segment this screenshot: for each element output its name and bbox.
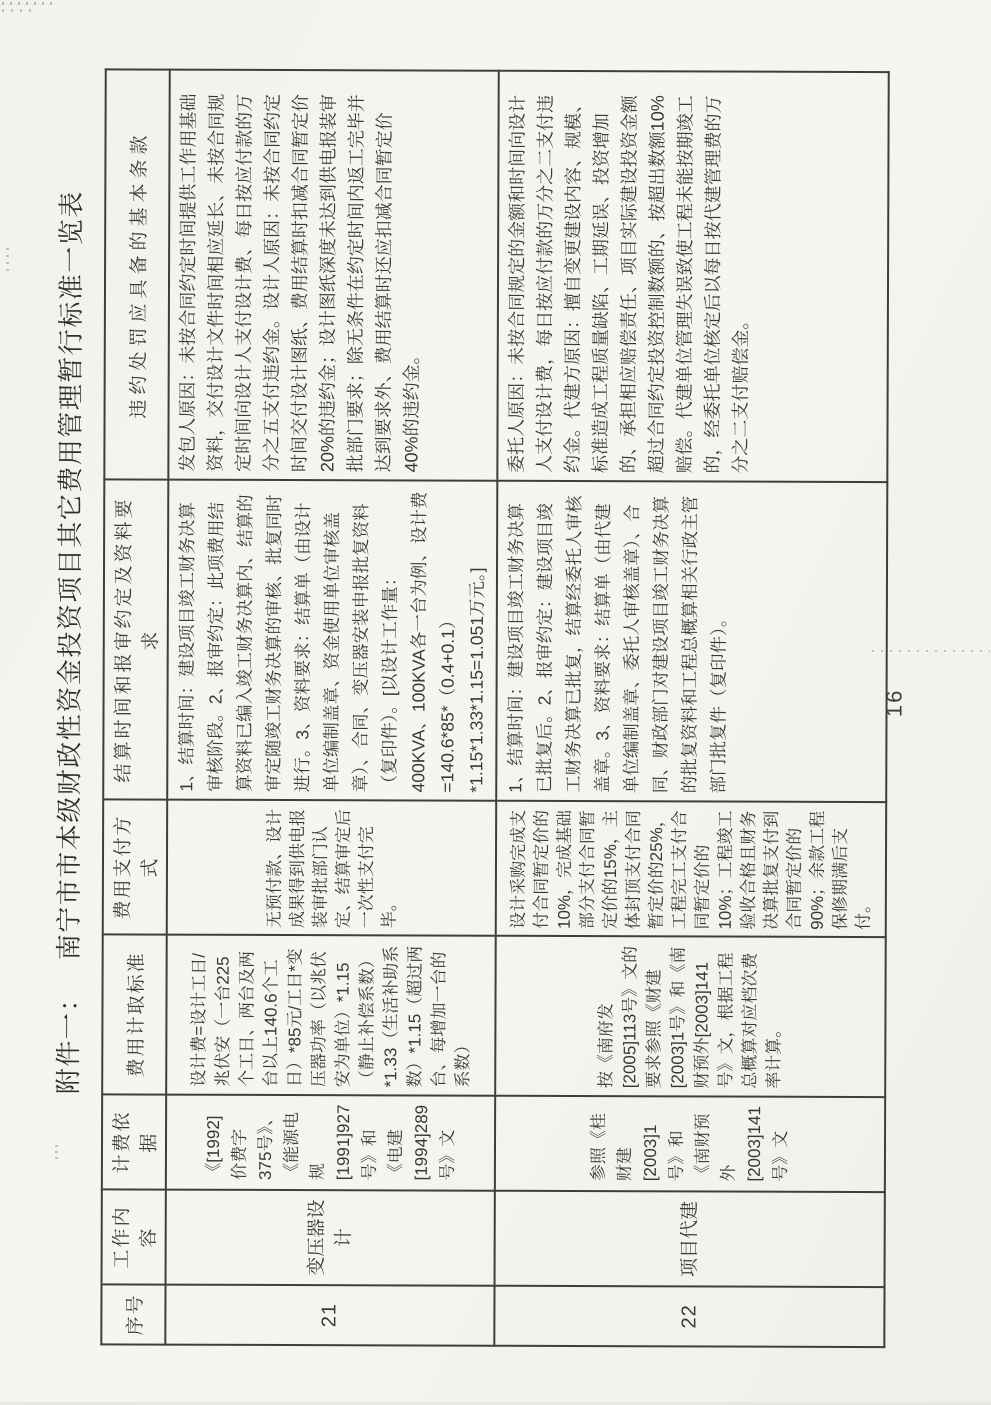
title-text: 南宁市市本级财政性资金投资项目其它费用管理暂行标准一览表: [53, 190, 87, 961]
attachment-label: 附件一：: [53, 984, 84, 1095]
cell-fee-standard: 按《南府发[2005]113号》文的要求参照《财建[2003]1号》和《南财预外[2003]141号》文，根据工程总概算对应档次费率计算。: [495, 936, 886, 1097]
cell-settlement: 1、结算时间：建设项目竣工财务决算审核阶段。2、报审约定：此项费用结算资料已编入竣工财务决算内、结算的审定随竣工财务决算的审核、批复同时进行。3、资料要求：结算单（由设计单位编制盖章、资金使用单位审核盖章）、合同、变压器安装申报批复资料（复印件）。[以设计工作量：400KVA、100KVA各一台为例、设计费=140.6*85*（0.4+0.1）*1.15*1.33*1.15=1.051万元。]: [167, 480, 497, 801]
column-header-work: 工作内容: [102, 1189, 166, 1284]
page-number: 16: [881, 688, 907, 718]
cell-settlement: 1、结算时间：建设项目竣工财务决算已批复后。2、报审约定：建设项目竣工财务决算已批复，结算经委托人审核盖章。3、资料要求：结算单（由代建单位编制盖章、委托人审核盖章）、合同、财政部门对建设项目竣工财务决算的批复资料和工程总概算相关行政主管部门批复件（复印件）。: [496, 481, 887, 802]
page-title: [48, 190, 88, 1094]
column-header-basis: 计费依据: [102, 1094, 166, 1189]
cell-seq: 21: [165, 1285, 494, 1346]
table-row: [165, 70, 498, 1346]
column-header-breach: 违约处罚应具备的基本条款: [104, 69, 169, 479]
cell-payment-method: 设计采购完成支付合同暂定价的10%，完成基础部分支付合同暂定价的15%，主体封顶支付合同暂定价的25%，工程完工支付合同暂定价的10%；工程竣工验收合格且财务决算批复支付到合同暂定价的90%；余款工程保修期满后支付。: [496, 801, 886, 937]
cell-work-content: 变压器设计: [166, 1190, 495, 1286]
cell-breach-terms: 发包人原因：未按合同约定时间提供工作用基础资料，交付设计文件时间相应延长、未按合同规定时间向设计人支付设计费、每日按应付款的万分之五支付违约金。设计人原因：未按合同约定时间交付设计图纸、费用结算时扣减合同暂定价20%的违约金；设计图纸深度未达到供电报装审批部门要求；除无条件在约定时间内返工完毕并达到要求外、费用结算时还应扣减合同暂定价40%的违约金。: [168, 70, 498, 481]
column-header-standard: 费用计取标准: [102, 934, 167, 1094]
header-row: [101, 69, 169, 1344]
cell-work-content: 项目代建: [495, 1191, 885, 1287]
cell-fee-basis: 《[1992]价费字375号》、《能源电规[1991]927号》和《电建[1994]289号》文: [166, 1095, 495, 1191]
column-header-settlement: 结算时间和报审约定及资料要求: [103, 479, 168, 799]
fee-standards-table: [100, 68, 889, 1348]
cell-breach-terms: 委托人原因：未按合同规定的金额和时间向设计人支付设计费，每日按应付款的万分之二支付违约金。代建方原因：擅自变更建设内容、规模、标准造成工程质量缺陷、工期延误、投资增加的、承担相应赔偿责任、项目实际建设投资金额超过合同约定投资控制数额的、按超出数额10%赔偿。代建单位管理失误致使工程未能按期竣工的，经委托单位核定后以每日按代建管理费的万分之二支付赔偿金。: [497, 71, 888, 482]
column-header-seq: 序号: [101, 1284, 165, 1344]
cell-fee-basis: 参照《桂财建[2003]1号》和《南财预外[2003]141号》文: [495, 1096, 885, 1192]
cell-seq: 22: [494, 1286, 884, 1347]
table-row: [494, 71, 888, 1347]
cell-fee-standard: 设计费=设计工日/兆伏安（一台225个工日、两台及两台以上140.6个工日）*85元/工日*变压器功率（以兆伏安为单位）*1.15（静止补偿系数）*1.33（生活补助系数）*1.15（超过两台、每增加一台的系数）: [166, 935, 496, 1096]
column-header-payment: 费用支付方式: [103, 799, 167, 934]
cell-payment-method: 无预付款、设计成果得到供电报装审批部门认定、结算审定后一次性支付完毕。: [167, 800, 496, 936]
